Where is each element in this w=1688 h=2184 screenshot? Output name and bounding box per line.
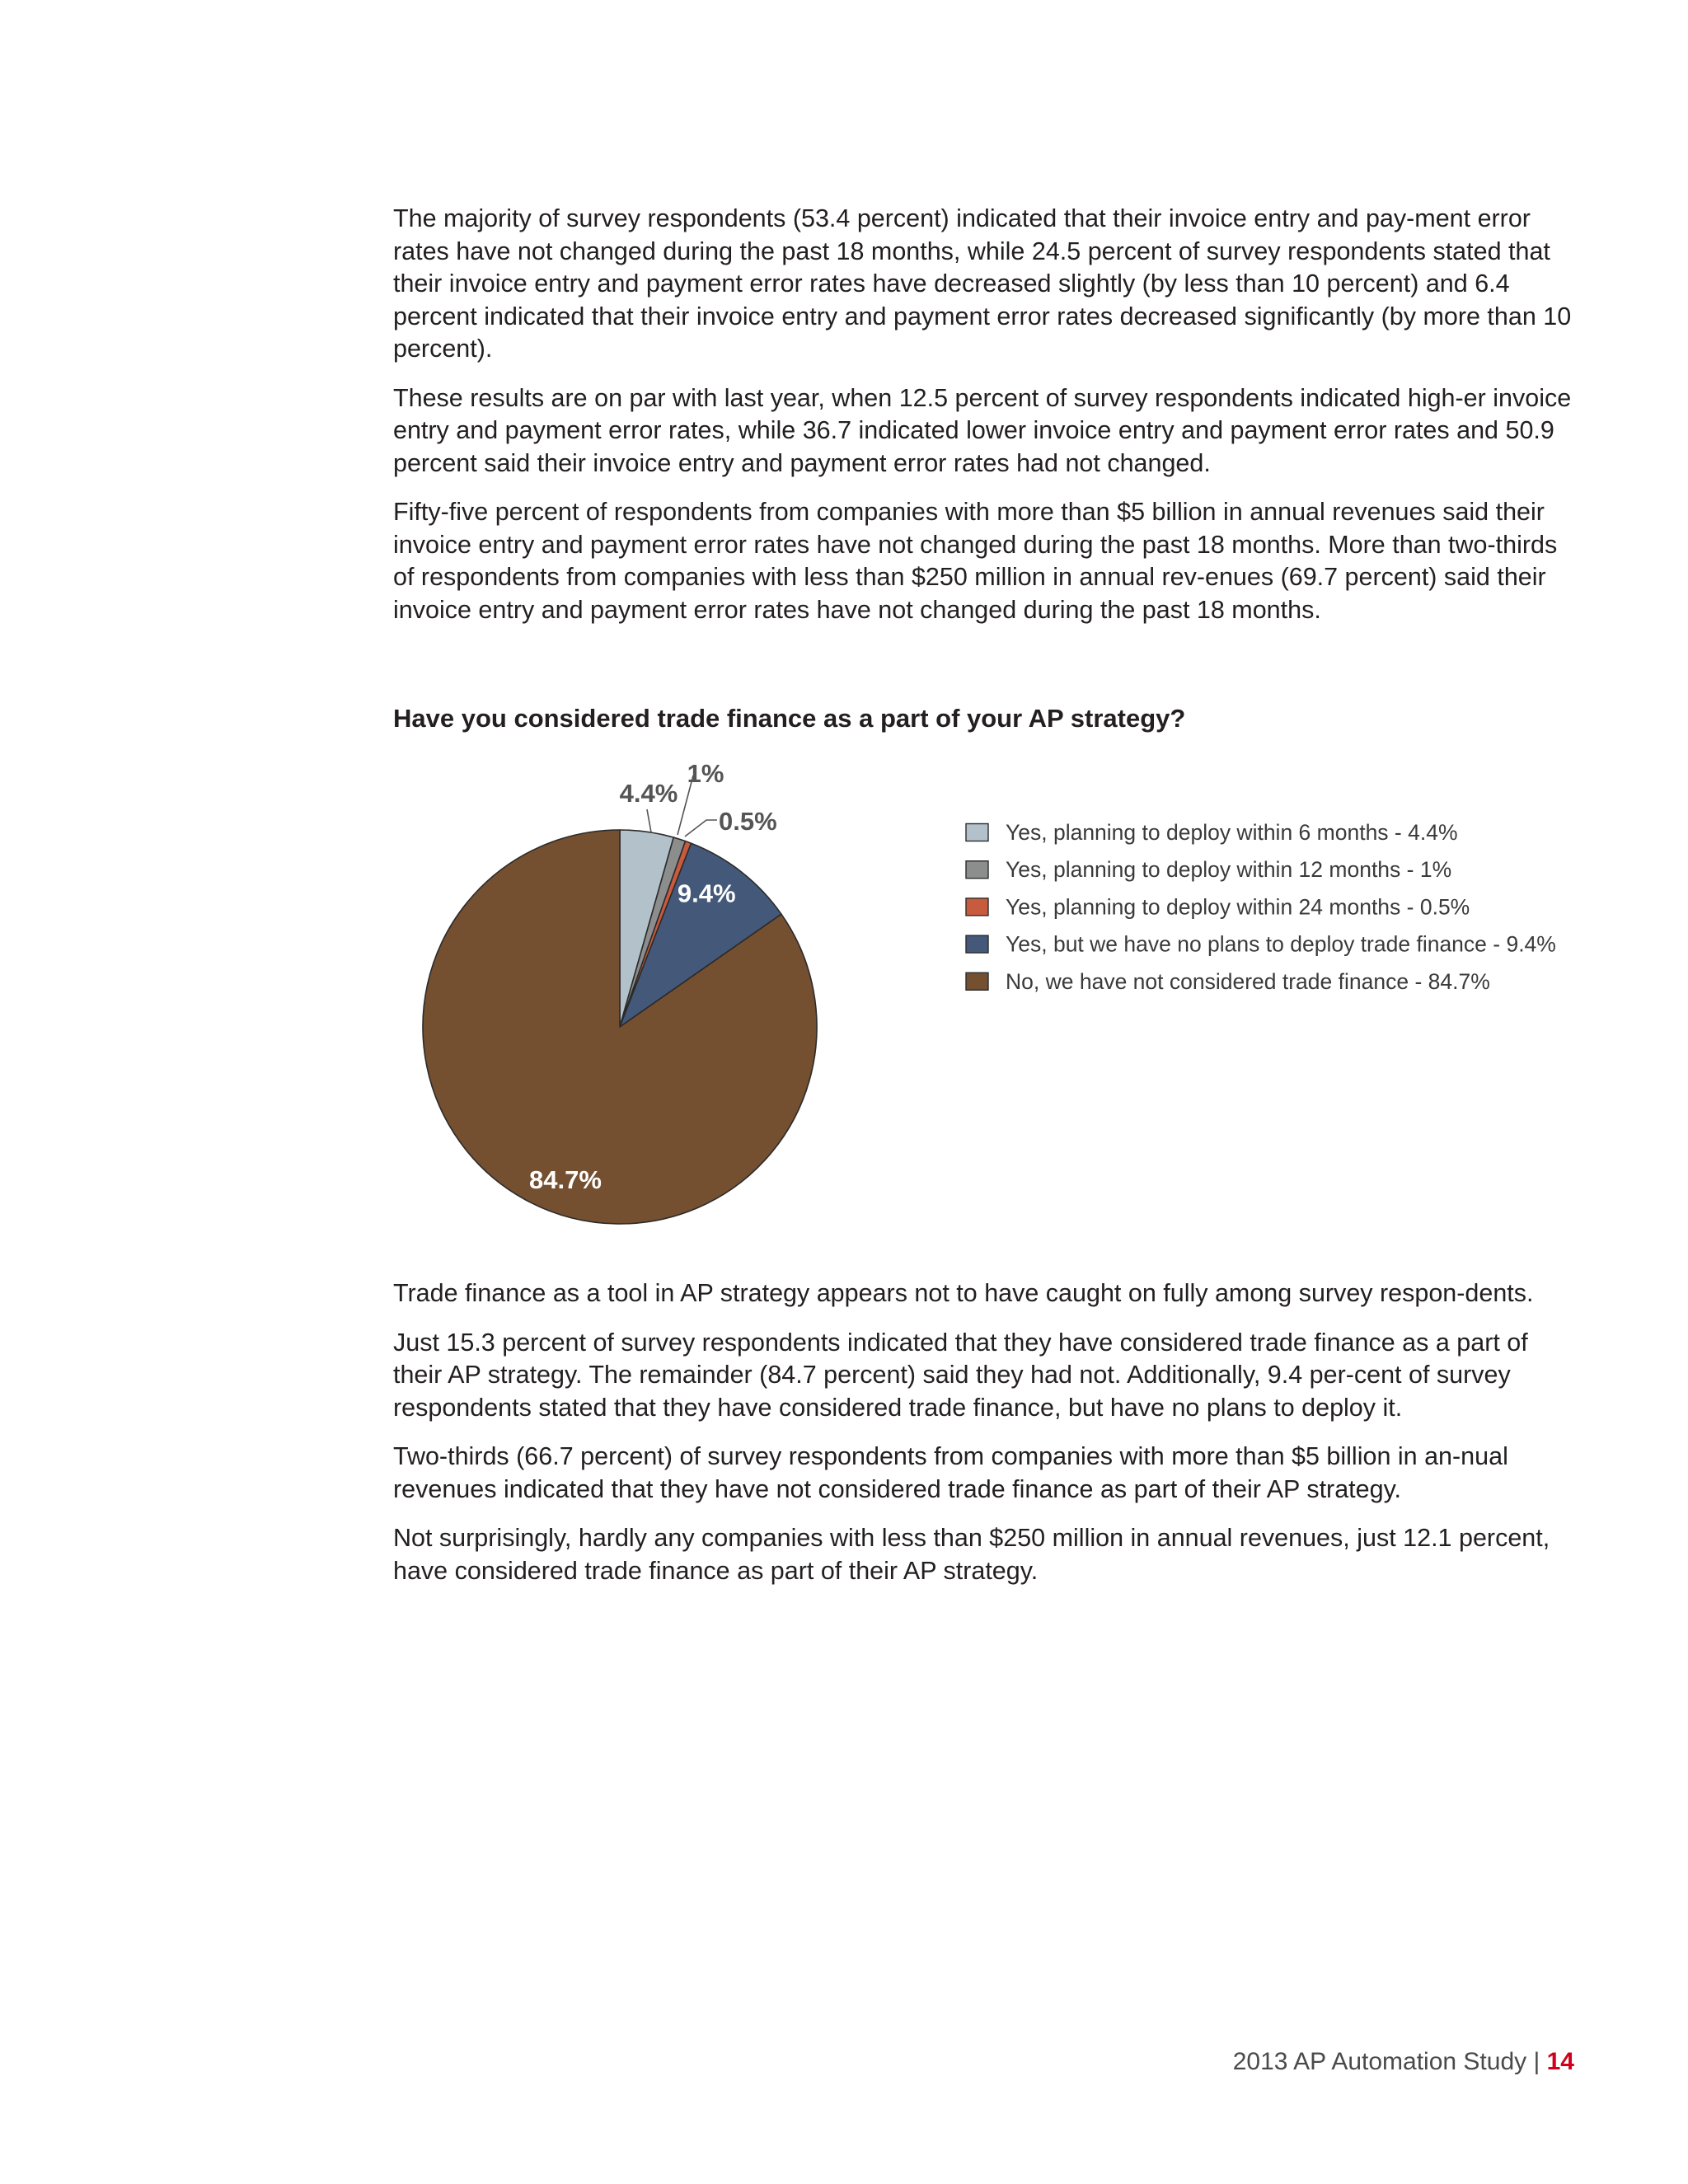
legend-label-1: Yes, planning to deploy within 6 months - 4.4%	[1006, 820, 1458, 845]
legend-swatch-3	[966, 898, 988, 916]
pie-value-label-3: 0.5%	[719, 807, 777, 836]
intro-paragraph-2: These results are on par with last year, when 12.5 percent of survey respondents indicated high-er invoice entry and payment error rates, while 36.7 indicated lower invoice entry and payment error rates and 50.9 percent said their invoice entry and payment error rates had not changed.	[393, 383, 1572, 477]
legend-label-4: Yes, but we have no plans to deploy trade finance - 9.4%	[1006, 931, 1556, 957]
footer-separator: |	[1533, 2048, 1540, 2075]
legend-label-2: Yes, planning to deploy within 12 months - 1%	[1006, 857, 1452, 883]
outro-paragraph-2: Just 15.3 percent of survey respondents indicated that they have considered trade finance as a part of their AP strategy. The remainder (84.7 percent) said they had not. Additionally, 9.4 per-cent of survey respondents stated that they have considered trade finance, but have no plans to deploy it.	[393, 1328, 1528, 1422]
pie-value-label-1: 4.4%	[619, 779, 678, 808]
pie-value-label-5: 84.7%	[529, 1165, 602, 1194]
outro-paragraph-3: Two-thirds (66.7 percent) of survey respondents from companies with more than $5 billion in an-nual revenues indicated that they have not considered trade finance as part of their AP strategy.	[393, 1442, 1508, 1503]
intro-paragraph-3: Fifty-five percent of respondents from companies with more than $5 billion in annual revenues said their invoice entry and payment error rates have not changed during the past 18 months. More than two-thirds of respondents from companies with less than $250 million in annual rev-enues (69.7 percent) said their invoice entry and payment error rates have not changed during the past 18 months.	[393, 498, 1558, 624]
outro-paragraph-1: Trade finance as a tool in AP strategy appears not to have caught on fully among survey respon-dents.	[393, 1279, 1534, 1307]
pie-value-label-4: 9.4%	[677, 879, 736, 908]
leader-line-3	[685, 820, 717, 837]
outro-paragraph-4: Not surprisingly, hardly any companies with less than $250 million in annual revenues, just 12.1 percent, have considered trade finance as part of their AP strategy.	[393, 1524, 1550, 1585]
footer-study-title: 2013 AP Automation Study	[1232, 2048, 1527, 2075]
intro-paragraph-1: The majority of survey respondents (53.4 percent) indicated that their invoice entry and pay-ment error rates have not changed during the past 18 months, while 24.5 percent of survey respondents stated that their invoice entry and payment error rates have decreased slightly (by less than 10 percent) and 6.4 percent indicated that their invoice entry and payment error rates decreased significantly (by more than 10 percent).	[393, 204, 1572, 363]
legend-label-5: No, we have not considered trade finance - 84.7%	[1006, 968, 1490, 994]
chart-title: Have you considered trade finance as a part of your AP strategy?	[393, 704, 1186, 733]
leader-line-1	[647, 809, 651, 832]
legend-swatch-2	[966, 861, 988, 879]
page-footer	[1233, 2046, 1574, 2079]
legend-swatch-4	[966, 935, 988, 953]
page-number: 14	[1546, 2048, 1574, 2075]
legend-label-3: Yes, planning to deploy within 24 months - 0.5%	[1006, 894, 1470, 920]
legend-swatch-5	[966, 972, 988, 990]
outro-text	[393, 1277, 1572, 1604]
pie-value-label-2: 1%	[687, 759, 724, 788]
legend-swatch-1	[966, 824, 988, 841]
